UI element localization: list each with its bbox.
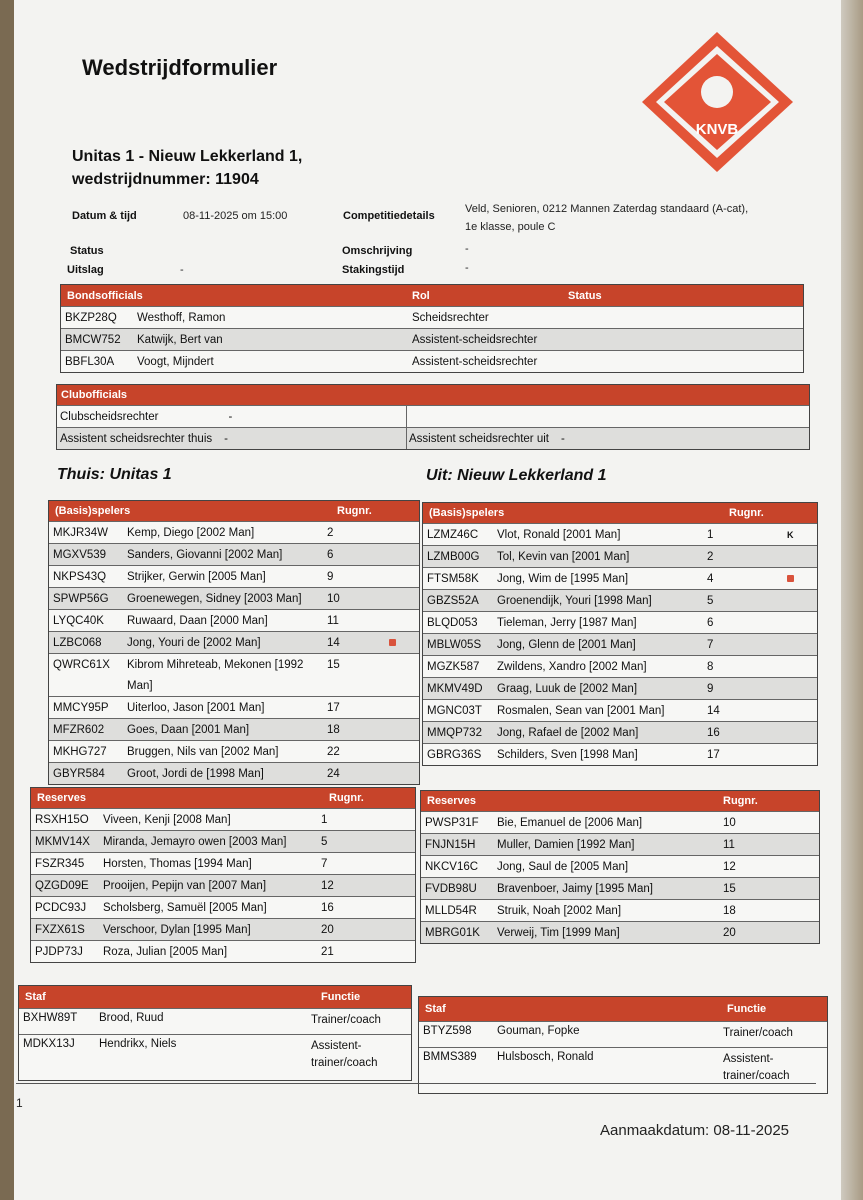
background-edge <box>841 0 863 1200</box>
player-code: MKJR34W <box>53 526 108 539</box>
omschrijving-label: Omschrijving <box>342 245 413 257</box>
player-code: GBZS52A <box>427 594 479 607</box>
player-name: Roza, Julian [2005 Man] <box>103 945 228 958</box>
home-staf-header: Staf <box>25 991 46 1003</box>
official-rol: Scheidsrechter <box>412 311 489 324</box>
uitslag-label: Uitslag <box>67 264 104 276</box>
player-code: MMQP732 <box>427 726 482 739</box>
player-name: Bie, Emanuel de [2006 Man] <box>497 816 643 829</box>
away-reserves-table <box>420 790 820 944</box>
table-row <box>61 306 803 328</box>
player-name: Kemp, Diego [2002 Man] <box>127 526 255 539</box>
staf-name: Brood, Ruud <box>99 1012 164 1024</box>
player-rugnr: 7 <box>707 638 714 651</box>
table-row <box>49 587 419 609</box>
rol-header: Rol <box>412 289 430 302</box>
player-code: MGNC03T <box>427 704 482 717</box>
player-code: FSZR345 <box>35 857 85 870</box>
player-rugnr: 15 <box>327 658 340 671</box>
player-code: RSXH15O <box>35 813 89 826</box>
staf-code: BXHW89T <box>23 1012 78 1024</box>
away-players-table <box>422 502 818 766</box>
table-row <box>19 1008 411 1034</box>
player-name: Tieleman, Jerry [1987 Man] <box>497 616 637 629</box>
staking-value: - <box>465 262 469 274</box>
player-code: QZGD09E <box>35 879 89 892</box>
away-reserves-header: Reserves <box>427 795 476 807</box>
table-row <box>31 808 415 830</box>
player-code: FVDB98U <box>425 882 477 895</box>
player-rugnr: 15 <box>723 882 736 895</box>
player-code: PWSP31F <box>425 816 479 829</box>
table-row <box>49 653 419 675</box>
official-code: BBFL30A <box>65 355 115 368</box>
staf-functie-line1: Assistent- <box>311 1040 362 1052</box>
home-reserves-table <box>30 787 416 963</box>
table-row <box>419 1047 827 1093</box>
table-row <box>421 899 819 921</box>
player-rugnr: 8 <box>707 660 714 673</box>
player-name: Muller, Damien [1992 Man] <box>497 838 635 851</box>
away-team-title: Uit: Nieuw Lekkerland 1 <box>426 467 607 484</box>
captain-mark: K <box>787 529 794 540</box>
player-code: PCDC93J <box>35 901 87 914</box>
player-rugnr: 18 <box>327 723 340 736</box>
staf-functie-line1: Trainer/coach <box>723 1027 793 1039</box>
datum-value: 08-11-2025 om 15:00 <box>183 210 288 222</box>
player-rugnr: 18 <box>723 904 736 917</box>
table-row <box>423 611 817 633</box>
player-code: MKMV49D <box>427 682 483 695</box>
player-name: Strijker, Gerwin [2005 Man] <box>127 570 266 583</box>
table-row <box>423 655 817 677</box>
player-rugnr: 16 <box>707 726 720 739</box>
home-rugnr-header: Rugnr. <box>337 505 372 517</box>
player-name: Tol, Kevin van [2001 Man] <box>497 550 630 563</box>
player-code: MMCY95P <box>53 701 109 714</box>
player-name: Prooijen, Pepijn van [2007 Man] <box>103 879 267 892</box>
player-code: MGXV539 <box>53 548 107 561</box>
player-name: Verschoor, Dylan [1995 Man] <box>103 923 251 936</box>
assistent-thuis-label: Assistent scheidsrechter thuis - <box>57 428 407 449</box>
player-mark <box>787 574 794 584</box>
player-code: FTSM58K <box>427 572 479 585</box>
player-name: Bravenboer, Jaimy [1995 Man] <box>497 882 653 895</box>
player-rugnr: 2 <box>707 550 714 563</box>
status-header: Status <box>568 289 602 302</box>
table-row <box>421 921 819 943</box>
status-label: Status <box>70 245 104 257</box>
player-rugnr: 14 <box>707 704 720 717</box>
bondsofficials-header: Bondsofficials <box>67 289 143 302</box>
player-rugnr: 20 <box>321 923 334 936</box>
clubofficials-header: Clubofficials <box>57 385 809 405</box>
player-name: Groot, Jordi de [1998 Man] <box>127 767 264 780</box>
table-row <box>423 633 817 655</box>
logo-text: KNVB <box>695 121 739 138</box>
staf-functie-line2: trainer/coach <box>723 1070 790 1082</box>
player-rugnr: 14 <box>327 636 340 649</box>
away-reserves-rugnr-header: Rugnr. <box>723 795 758 807</box>
away-functie-header: Functie <box>727 1003 767 1015</box>
official-name: Voogt, Mijndert <box>137 355 214 368</box>
player-name: Miranda, Jemayro owen [2003 Man] <box>103 835 287 848</box>
table-row <box>423 743 817 765</box>
player-rugnr: 1 <box>707 528 714 541</box>
table-row <box>49 718 419 740</box>
official-rol: Assistent-scheidsrechter <box>412 355 538 368</box>
bondsofficials-table <box>60 284 804 373</box>
away-rugnr-header: Rugnr. <box>729 507 764 519</box>
player-name: Scholsberg, Samuël [2005 Man] <box>103 901 267 914</box>
footer-divider <box>16 1083 816 1084</box>
player-code: MFZR602 <box>53 723 105 736</box>
home-team-title: Thuis: Unitas 1 <box>57 466 172 483</box>
player-name: Jong, Wim de [1995 Man] <box>497 572 629 585</box>
table-row <box>31 830 415 852</box>
player-rugnr: 4 <box>707 572 714 585</box>
player-name: Vlot, Ronald [2001 Man] <box>497 528 621 541</box>
player-code: FNJN15H <box>425 838 476 851</box>
player-rugnr: 5 <box>707 594 714 607</box>
home-functie-header: Functie <box>321 991 361 1003</box>
player-code: MLLD54R <box>425 904 477 917</box>
player-name: Bruggen, Nils van [2002 Man] <box>127 745 279 758</box>
table-row <box>49 609 419 631</box>
table-row <box>423 545 817 567</box>
knvb-logo <box>640 30 795 175</box>
table-row <box>423 721 817 743</box>
player-name: Groenewegen, Sidney [2003 Man] <box>127 592 302 605</box>
player-code: LYQC40K <box>53 614 104 627</box>
staf-functie <box>723 1025 793 1042</box>
player-name: Sanders, Giovanni [2002 Man] <box>127 548 283 561</box>
table-row <box>31 896 415 918</box>
player-code: MBLW05S <box>427 638 482 651</box>
staf-name: Hulsbosch, Ronald <box>497 1051 594 1063</box>
player-name: Verweij, Tim [1999 Man] <box>497 926 620 939</box>
table-row <box>49 696 419 718</box>
player-mark <box>389 638 396 648</box>
official-rol: Assistent-scheidsrechter <box>412 333 538 346</box>
player-name: Zwildens, Xandro [2002 Man] <box>497 660 647 673</box>
staf-functie-line1: Trainer/coach <box>311 1014 381 1026</box>
table-row <box>423 523 817 545</box>
player-rugnr: 12 <box>321 879 334 892</box>
player-rugnr: 17 <box>327 701 340 714</box>
player-code: QWRC61X <box>53 658 110 671</box>
official-name: Katwijk, Bert van <box>137 333 223 346</box>
player-name: Jong, Saul de [2005 Man] <box>497 860 629 873</box>
player-rugnr: 6 <box>707 616 714 629</box>
table-row <box>421 833 819 855</box>
player-name: Jong, Glenn de [2001 Man] <box>497 638 636 651</box>
player-code: MGZK587 <box>427 660 480 673</box>
away-staf-header: Staf <box>425 1003 446 1015</box>
official-code: BMCW752 <box>65 333 121 346</box>
player-rugnr: 1 <box>321 813 328 826</box>
home-players-header: (Basis)spelers <box>55 505 131 517</box>
player-code: MKHG727 <box>53 745 107 758</box>
player-code: PJDP73J <box>35 945 83 958</box>
page-number: 1 <box>16 1096 23 1110</box>
away-staf-table <box>418 996 828 1094</box>
table-row <box>49 762 419 784</box>
player-rugnr: 17 <box>707 748 720 761</box>
table-row <box>423 699 817 721</box>
player-name: Groenendijk, Youri [1998 Man] <box>497 594 652 607</box>
player-name: Rosmalen, Sean van [2001 Man] <box>497 704 665 717</box>
table-row <box>421 877 819 899</box>
player-rugnr: 22 <box>327 745 340 758</box>
table-row <box>49 521 419 543</box>
player-name: Goes, Daan [2001 Man] <box>127 723 250 736</box>
player-name: Horsten, Thomas [1994 Man] <box>103 857 252 870</box>
datum-label: Datum & tijd <box>72 210 137 222</box>
staf-functie <box>723 1051 789 1085</box>
table-row <box>31 918 415 940</box>
table-row <box>49 565 419 587</box>
table-row <box>61 328 803 350</box>
player-code: BLQD053 <box>427 616 478 629</box>
table-row <box>419 1021 827 1047</box>
clubofficials-table <box>56 384 810 450</box>
player-name: Jong, Rafael de [2002 Man] <box>497 726 639 739</box>
staf-functie <box>311 1038 377 1072</box>
player-rugnr: 5 <box>321 835 328 848</box>
staf-functie-line2: trainer/coach <box>311 1057 378 1069</box>
omschrijving-value: - <box>465 243 469 255</box>
player-rugnr: 9 <box>707 682 714 695</box>
table-row <box>49 543 419 565</box>
table-row <box>49 675 419 696</box>
match-title <box>72 145 302 191</box>
player-code: NKCV16C <box>425 860 479 873</box>
player-code: FXZX61S <box>35 923 85 936</box>
table-row <box>49 631 419 653</box>
player-name: Ruwaard, Daan [2000 Man] <box>127 614 268 627</box>
home-reserves-header: Reserves <box>37 792 86 804</box>
player-code: MBRG01K <box>425 926 480 939</box>
clubscheidsrechter-label: Clubscheidsrechter - <box>57 406 407 427</box>
player-rugnr: 7 <box>321 857 328 870</box>
player-code: GBRG36S <box>427 748 482 761</box>
player-code: LZMB00G <box>427 550 480 563</box>
player-rugnr: 11 <box>723 838 735 851</box>
staf-functie-line1: Assistent- <box>723 1053 774 1065</box>
player-name: Schilders, Sven [1998 Man] <box>497 748 638 761</box>
table-row <box>423 567 817 589</box>
player-rugnr: 21 <box>321 945 334 958</box>
page-title: Wedstrijdformulier <box>82 55 278 80</box>
player-rugnr: 16 <box>321 901 334 914</box>
staf-code: BMMS389 <box>423 1051 477 1063</box>
home-reserves-rugnr-header: Rugnr. <box>329 792 364 804</box>
table-row <box>31 874 415 896</box>
player-rugnr: 24 <box>327 767 340 780</box>
staf-functie <box>311 1012 381 1029</box>
official-code: BKZP28Q <box>65 311 117 324</box>
table-row <box>19 1034 411 1080</box>
player-name: Struik, Noah [2002 Man] <box>497 904 622 917</box>
player-rugnr: 11 <box>327 614 339 627</box>
player-rugnr: 6 <box>327 548 334 561</box>
away-players-header: (Basis)spelers <box>429 507 505 519</box>
player-code: LZBC068 <box>53 636 102 649</box>
player-rugnr: 10 <box>327 592 340 605</box>
table-row <box>423 677 817 699</box>
assistent-uit-label: Assistent scheidsrechter uit - <box>409 432 565 445</box>
home-players-table <box>48 500 420 785</box>
player-rugnr: 10 <box>723 816 736 829</box>
player-name: Jong, Youri de [2002 Man] <box>127 636 261 649</box>
match-number: wedstrijdnummer: 11904 <box>72 171 259 188</box>
table-row <box>421 855 819 877</box>
player-name: Uiterloo, Jason [2001 Man] <box>127 701 265 714</box>
comp-label: Competitiedetails <box>343 210 435 222</box>
staf-code: MDKX13J <box>23 1038 75 1050</box>
match-teams: Unitas 1 - Nieuw Lekkerland 1, <box>72 148 303 165</box>
staf-name: Hendrikx, Niels <box>99 1038 177 1050</box>
player-name: Viveen, Kenji [2008 Man] <box>103 813 231 826</box>
table-row <box>49 740 419 762</box>
staf-code: BTYZ598 <box>423 1025 472 1037</box>
player-rugnr: 12 <box>723 860 736 873</box>
player-name: Graag, Luuk de [2002 Man] <box>497 682 638 695</box>
lion-icon <box>701 76 733 108</box>
created-date: Aanmaakdatum: 08-11-2025 <box>600 1122 790 1139</box>
player-code: NKPS43Q <box>53 570 107 583</box>
table-row <box>31 852 415 874</box>
table-row <box>421 811 819 833</box>
player-code: LZMZ46C <box>427 528 479 541</box>
player-name: Kibrom Mihreteab, Mekonen [1992 <box>127 658 304 671</box>
table-row <box>61 350 803 372</box>
official-name: Westhoff, Ramon <box>137 311 226 324</box>
comp-value-1: Veld, Senioren, 0212 Mannen Zaterdag standaard (A-cat), <box>465 203 749 215</box>
uitslag-value: - <box>180 264 184 276</box>
home-staf-table <box>18 985 412 1081</box>
card-icon <box>787 575 794 582</box>
player-rugnr: 20 <box>723 926 736 939</box>
player-rugnr: 9 <box>327 570 334 583</box>
staf-name: Gouman, Fopke <box>497 1025 580 1037</box>
table-row <box>423 589 817 611</box>
player-name: Man] <box>127 679 153 692</box>
card-icon <box>389 639 396 646</box>
staking-label: Stakingstijd <box>342 264 405 276</box>
player-code: GBYR584 <box>53 767 105 780</box>
player-rugnr: 2 <box>327 526 334 539</box>
player-code: MKMV14X <box>35 835 90 848</box>
player-code: SPWP56G <box>53 592 109 605</box>
table-row <box>31 940 415 962</box>
comp-value-2: 1e klasse, poule C <box>465 221 556 233</box>
